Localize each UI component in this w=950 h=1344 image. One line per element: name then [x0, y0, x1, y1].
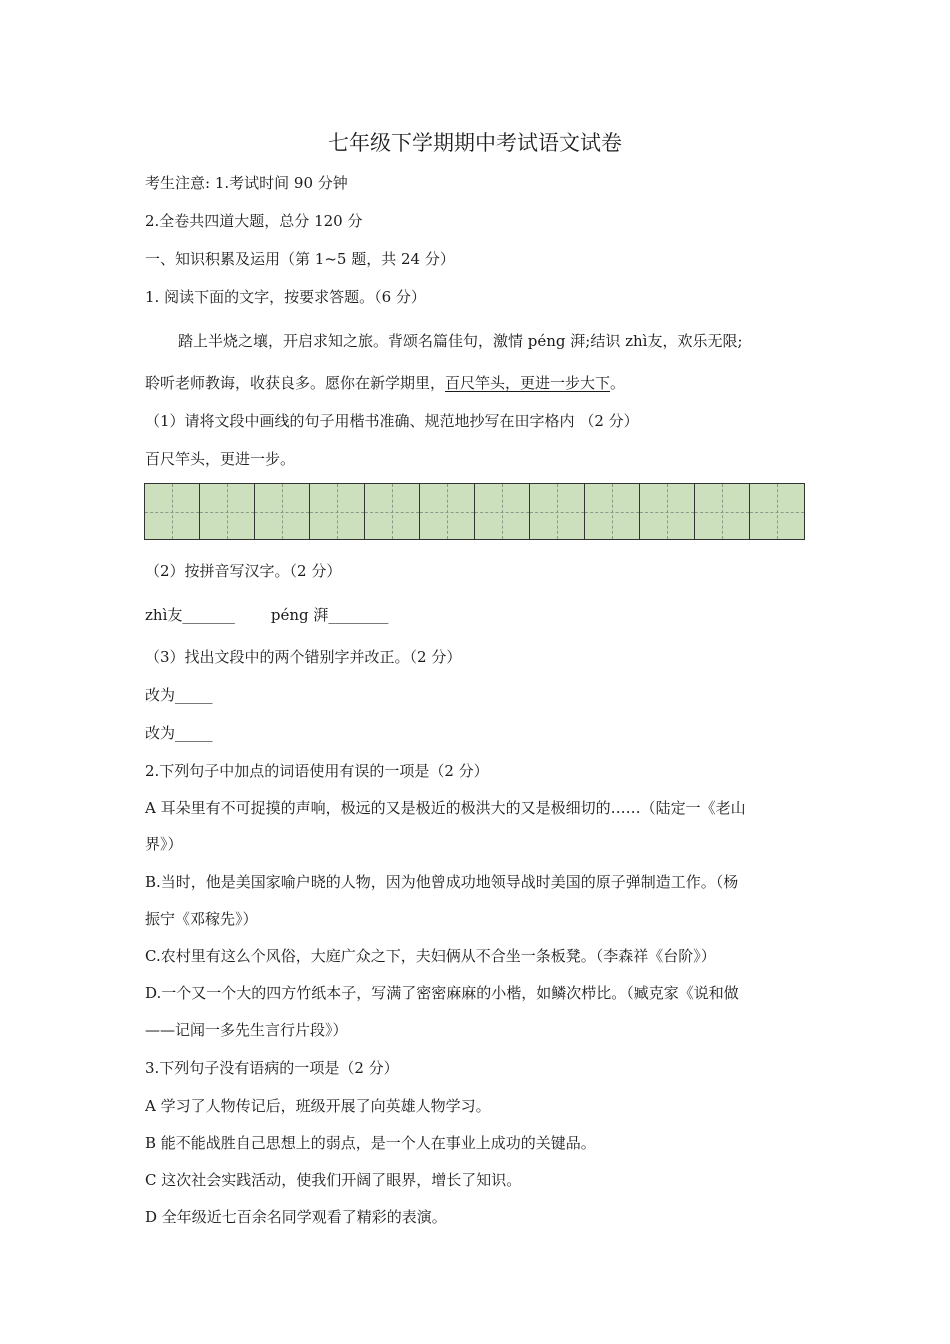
grid-cell[interactable]: [475, 484, 530, 539]
grid-cell[interactable]: [310, 484, 365, 539]
correction-answer-1[interactable]: 改为_____: [145, 686, 213, 704]
grid-cell[interactable]: [255, 484, 310, 539]
pinyin-answer-peng[interactable]: péng 湃________: [270, 606, 389, 624]
grid-cell[interactable]: [640, 484, 695, 539]
q2-option-d-cont: ——记闻一多先生言行片段》）: [145, 1021, 348, 1039]
notice-line-1: 考生注意: 1.考试时间 90 分钟: [145, 174, 348, 192]
notice-line-2: 2.全卷共四道大题，总分 120 分: [145, 212, 363, 230]
grid-cell[interactable]: [585, 484, 640, 539]
question-1-sub-2: （2）按拼音写汉字。（2 分）: [145, 562, 342, 580]
correction-answer-2[interactable]: 改为_____: [145, 724, 213, 742]
grid-cell[interactable]: [420, 484, 475, 539]
q3-option-d: D 全年级近七百余名同学观看了精彩的表演。: [145, 1208, 447, 1226]
question-2-stem: 2.下列句子中加点的词语使用有误的一项是（2 分）: [145, 762, 489, 780]
grid-cell[interactable]: [750, 484, 804, 539]
grid-cell[interactable]: [695, 484, 750, 539]
underlined-sentence: 百尺竿头，更进一步大下: [445, 374, 611, 392]
section-heading-1: 一、知识积累及运用（第 1~5 题，共 24 分）: [145, 250, 455, 268]
question-1-stem: 1. 阅读下面的文字，按要求答题。（6 分）: [145, 288, 426, 306]
q3-option-c: C 这次社会实践活动，使我们开阔了眼界，增长了知识。: [145, 1171, 522, 1189]
grid-cell[interactable]: [145, 484, 200, 539]
passage-line-1: 踏上半烧之壤，开启求知之旅。背颂名篇佳句，激情 péng 湃;结识 zhì友，欢乐无限;: [178, 332, 743, 350]
q2-option-d: D.一个又一个大的四方竹纸本子，写满了密密麻麻的小楷，如鳞次栉比。（臧克家《说和做: [145, 984, 739, 1002]
pinyin-answers: [145, 605, 825, 625]
q3-option-b: B 能不能战胜自己思想上的弱点，是一个人在事业上成功的关键品。: [145, 1134, 596, 1152]
page-title: 七年级下学期期中考试语文试卷: [328, 131, 622, 155]
q2-option-b: B.当时，他是美国家喻户晓的人物，因为他曾成功地领导战时美国的原子弹制造工作。（杨: [145, 873, 739, 891]
pinyin-answer-zhi[interactable]: zhì友_______: [145, 606, 235, 624]
grid-cell[interactable]: [365, 484, 420, 539]
passage-line-2-end: 。: [610, 374, 626, 392]
passage-line-2-start: 聆听老师教诲，收获良多。愿你在新学期里，: [145, 374, 446, 392]
question-1-sub-3: （3）找出文段中的两个错别字并改正。（2 分）: [145, 648, 462, 666]
q2-option-c: C.农村里有这么个风俗，大庭广众之下，夫妇俩从不合坐一条板凳。（李森祥《台阶》）: [145, 947, 716, 965]
passage-line-2: [145, 373, 825, 393]
copy-sentence: 百尺竿头，更进一步。: [145, 450, 296, 468]
q3-option-a: A 学习了人物传记后，班级开展了向英雄人物学习。: [145, 1097, 491, 1115]
grid-cell[interactable]: [530, 484, 585, 539]
grid-cell[interactable]: [200, 484, 255, 539]
tianzige-grid[interactable]: [144, 483, 805, 540]
q2-option-a-cont: 界》）: [145, 835, 183, 853]
question-3-stem: 3.下列句子没有语病的一项是（2 分）: [145, 1059, 399, 1077]
q2-option-a: A 耳朵里有不可捉摸的声响，极远的又是极近的极洪大的又是极细切的……（陆定一《老山: [145, 799, 746, 817]
question-1-sub-1: （1）请将文段中画线的句子用楷书准确、规范地抄写在田字格内 （2 分）: [145, 412, 639, 430]
q2-option-b-cont: 振宁《邓稼先》）: [145, 910, 258, 928]
